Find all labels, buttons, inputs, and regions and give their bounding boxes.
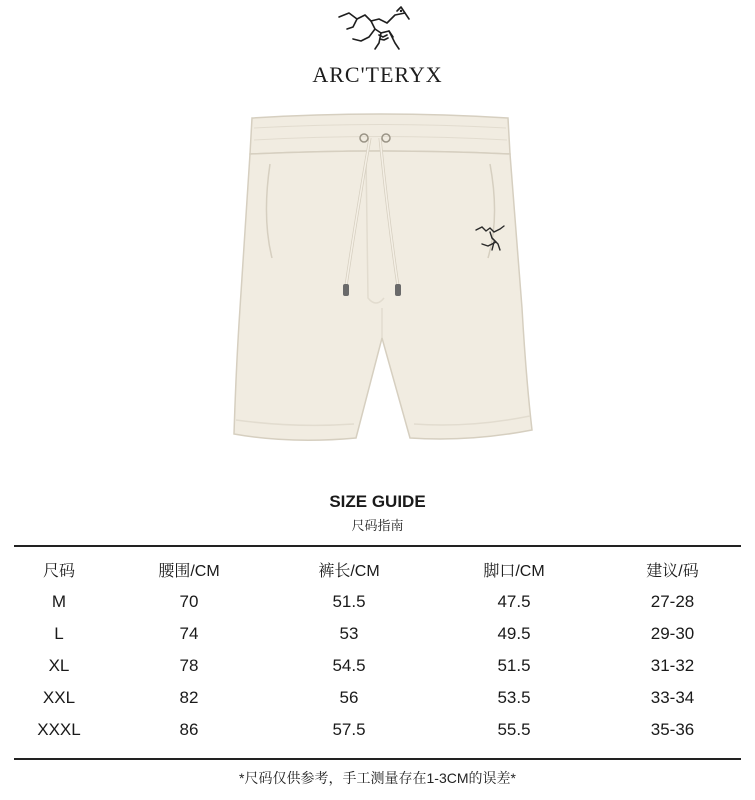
cell-size: XXL bbox=[42, 688, 76, 707]
shorts-body bbox=[234, 151, 532, 440]
header-size: 尺码 bbox=[42, 562, 75, 580]
cell-size: L bbox=[54, 624, 64, 643]
cell-length: 56 bbox=[339, 688, 359, 707]
cell-recommend: 27-28 bbox=[650, 592, 695, 611]
cell-length: 51.5 bbox=[332, 592, 366, 611]
header-hem: 脚口/CM bbox=[483, 562, 545, 580]
table-row bbox=[14, 714, 741, 746]
cell-size: M bbox=[51, 592, 67, 611]
table-row bbox=[14, 650, 741, 682]
table-row bbox=[14, 618, 741, 650]
cell-hem: 47.5 bbox=[497, 592, 531, 611]
cell-waist: 70 bbox=[179, 592, 199, 611]
cell-waist: 78 bbox=[179, 656, 199, 675]
cell-recommend: 33-34 bbox=[650, 688, 695, 707]
cell-length: 57.5 bbox=[332, 720, 366, 739]
table-header-row bbox=[14, 552, 741, 586]
header-length: 裤长/CM bbox=[318, 562, 380, 580]
cell-waist: 82 bbox=[179, 688, 199, 707]
cell-recommend: 29-30 bbox=[650, 624, 695, 643]
cell-size: XL bbox=[48, 656, 70, 675]
table-bottom-rule bbox=[14, 758, 741, 760]
cell-hem: 51.5 bbox=[497, 656, 531, 675]
archaeopteryx-logo-icon bbox=[335, 5, 413, 53]
cell-hem: 53.5 bbox=[497, 688, 531, 707]
cell-length: 53 bbox=[339, 624, 359, 643]
cell-recommend: 31-32 bbox=[650, 656, 695, 675]
brand-wordmark: ARC'TERYX bbox=[312, 62, 443, 87]
table-row bbox=[14, 682, 741, 714]
size-guide-subtitle: 尺码指南 bbox=[351, 518, 404, 533]
cell-hem: 55.5 bbox=[497, 720, 531, 739]
table-top-rule bbox=[14, 545, 741, 547]
size-table bbox=[14, 552, 741, 746]
cell-length: 54.5 bbox=[332, 656, 366, 675]
cell-hem: 49.5 bbox=[497, 624, 531, 643]
size-guide-title: SIZE GUIDE bbox=[329, 492, 426, 511]
brand-header bbox=[0, 0, 755, 100]
header-recommend: 建议/码 bbox=[646, 562, 699, 580]
cell-waist: 74 bbox=[179, 624, 199, 643]
measurement-note: *尺码仅供参考，手工测量存在1-3CM的误差* bbox=[239, 770, 516, 786]
cell-waist: 86 bbox=[179, 720, 199, 739]
cell-size: XXXL bbox=[37, 720, 81, 739]
header-waist: 腰围/CM bbox=[158, 562, 220, 580]
shorts-product-image bbox=[170, 108, 590, 488]
cell-recommend: 35-36 bbox=[650, 720, 695, 739]
table-row bbox=[14, 586, 741, 618]
